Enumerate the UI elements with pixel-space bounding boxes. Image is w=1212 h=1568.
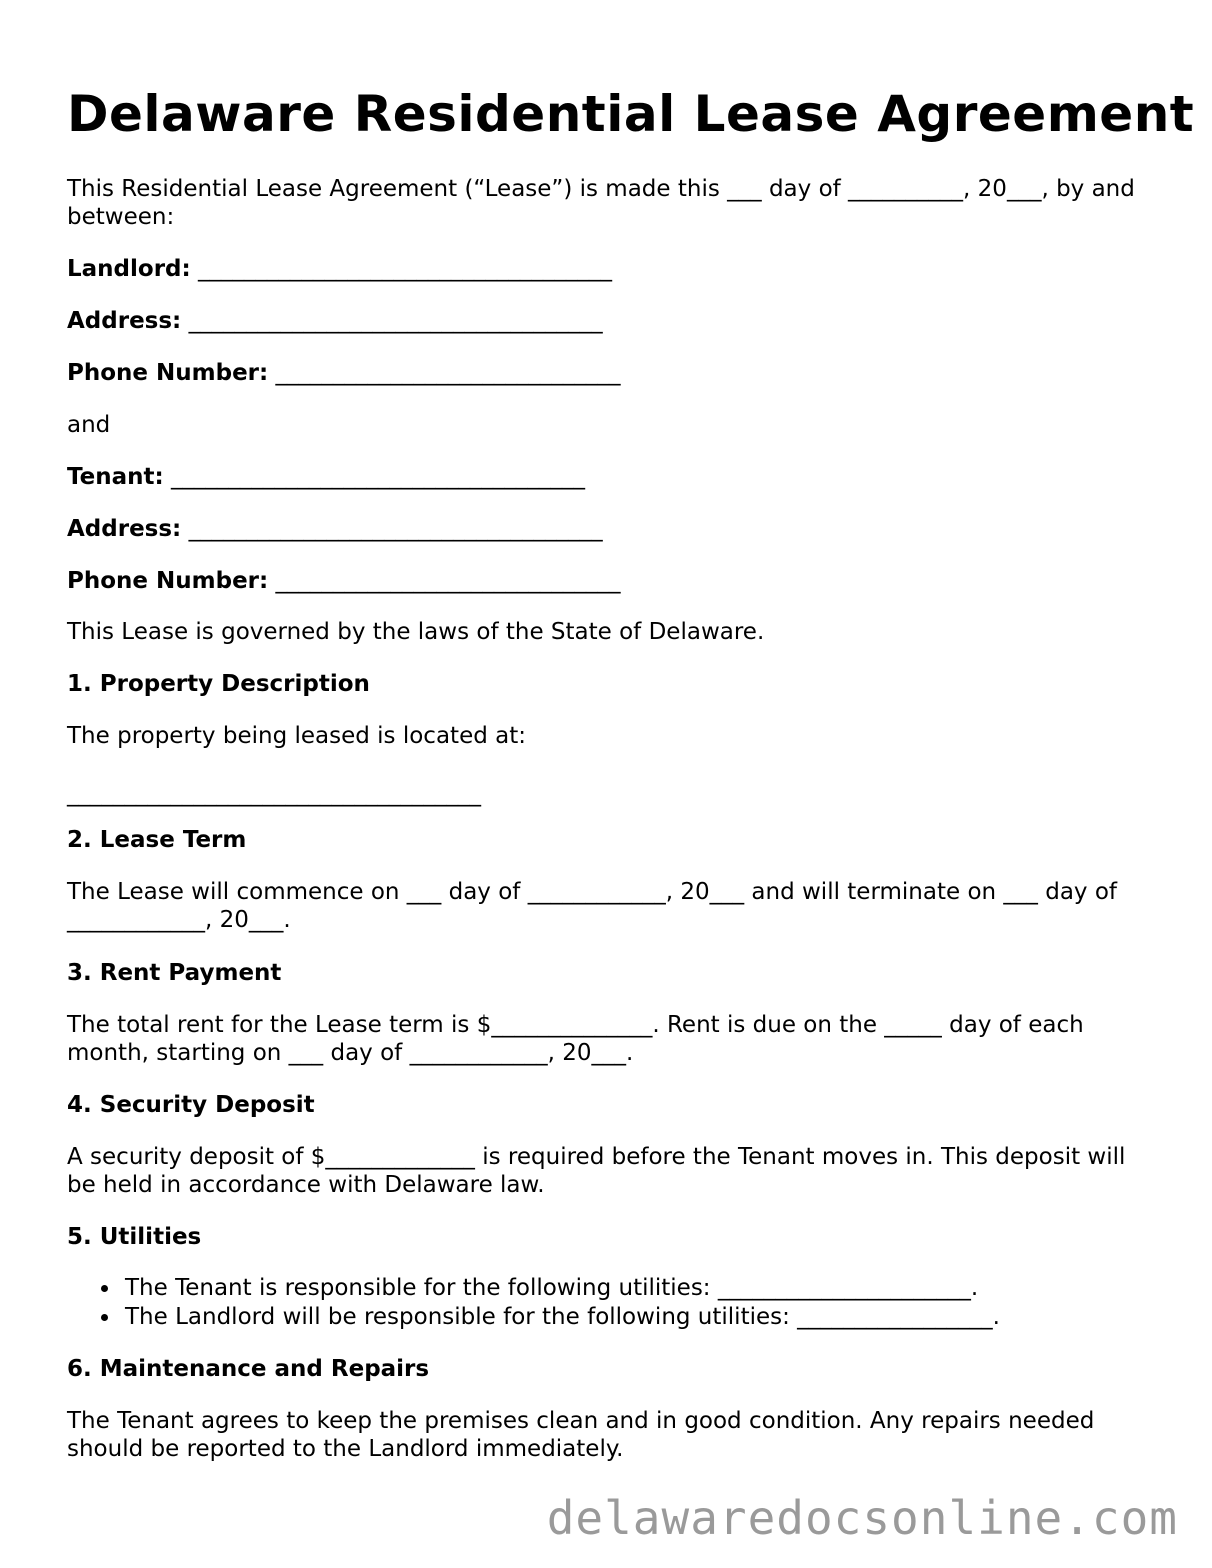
rent-text: The total rent for the Lease term is $______________. Rent is due on the _____ day of each month, starting on ___ day of ____________, 20___. bbox=[67, 1012, 1084, 1066]
landlord-phone-blank: ______________________________ bbox=[275, 360, 621, 386]
landlord-phone-label: Phone Number: bbox=[67, 360, 269, 386]
landlord-address-blank: ____________________________________ bbox=[188, 308, 603, 334]
tenant-phone-label: Phone Number: bbox=[67, 568, 269, 594]
watermark: delawaredocsonline.com bbox=[546, 1491, 1178, 1545]
section-heading-deposit: 4. Security Deposit bbox=[67, 1092, 315, 1118]
landlord-name-field bbox=[67, 255, 612, 283]
section-heading-lease-term: 2. Lease Term bbox=[67, 827, 247, 853]
tenant-name-blank: ____________________________________ bbox=[171, 464, 586, 490]
landlord-phone-field bbox=[67, 359, 621, 387]
tenant-name-label: Tenant: bbox=[67, 464, 164, 490]
property-text: The property being leased is located at: bbox=[67, 723, 526, 749]
section-heading-rent: 3. Rent Payment bbox=[67, 960, 282, 986]
and-text: and bbox=[67, 412, 111, 438]
landlord-name-label: Landlord: bbox=[67, 256, 191, 282]
landlord-address-field bbox=[67, 307, 603, 335]
list-item: The Landlord will be responsible for the following utilities: _________________. bbox=[125, 1304, 1000, 1330]
utilities-list bbox=[67, 1274, 1000, 1332]
landlord-name-blank: ____________________________________ bbox=[198, 256, 613, 282]
section-heading-utilities: 5. Utilities bbox=[67, 1224, 202, 1250]
governing-law-text: This Lease is governed by the laws of the State of Delaware. bbox=[67, 619, 765, 645]
list-item: The Tenant is responsible for the following utilities: ______________________. bbox=[125, 1274, 1000, 1303]
tenant-phone-blank: ______________________________ bbox=[275, 568, 621, 594]
deposit-text: A security deposit of $_____________ is required before the Tenant moves in. This deposit will be held in accordance with Delaware law. bbox=[67, 1144, 1126, 1198]
tenant-address-blank: ____________________________________ bbox=[188, 516, 603, 542]
tenant-address-label: Address: bbox=[67, 516, 182, 542]
tenant-name-field bbox=[67, 463, 585, 491]
property-address-blank: ____________________________________ bbox=[67, 781, 481, 807]
landlord-address-label: Address: bbox=[67, 308, 182, 334]
intro-paragraph: This Residential Lease Agreement (“Lease”) is made this ___ day of __________, 20___, by and between: bbox=[67, 176, 1135, 230]
lease-term-text: The Lease will commence on ___ day of ____________, 20___ and will terminate on ___ day of ____________, 20___. bbox=[67, 879, 1118, 933]
maintenance-text: The Tenant agrees to keep the premises clean and in good condition. Any repairs needed should be reported to the Landlord immediately. bbox=[67, 1408, 1095, 1462]
section-heading-property: 1. Property Description bbox=[67, 671, 370, 697]
tenant-phone-field bbox=[67, 567, 621, 595]
section-heading-maintenance: 6. Maintenance and Repairs bbox=[67, 1356, 430, 1382]
tenant-address-field bbox=[67, 515, 603, 543]
document-title: Delaware Residential Lease Agreement bbox=[67, 85, 1195, 143]
